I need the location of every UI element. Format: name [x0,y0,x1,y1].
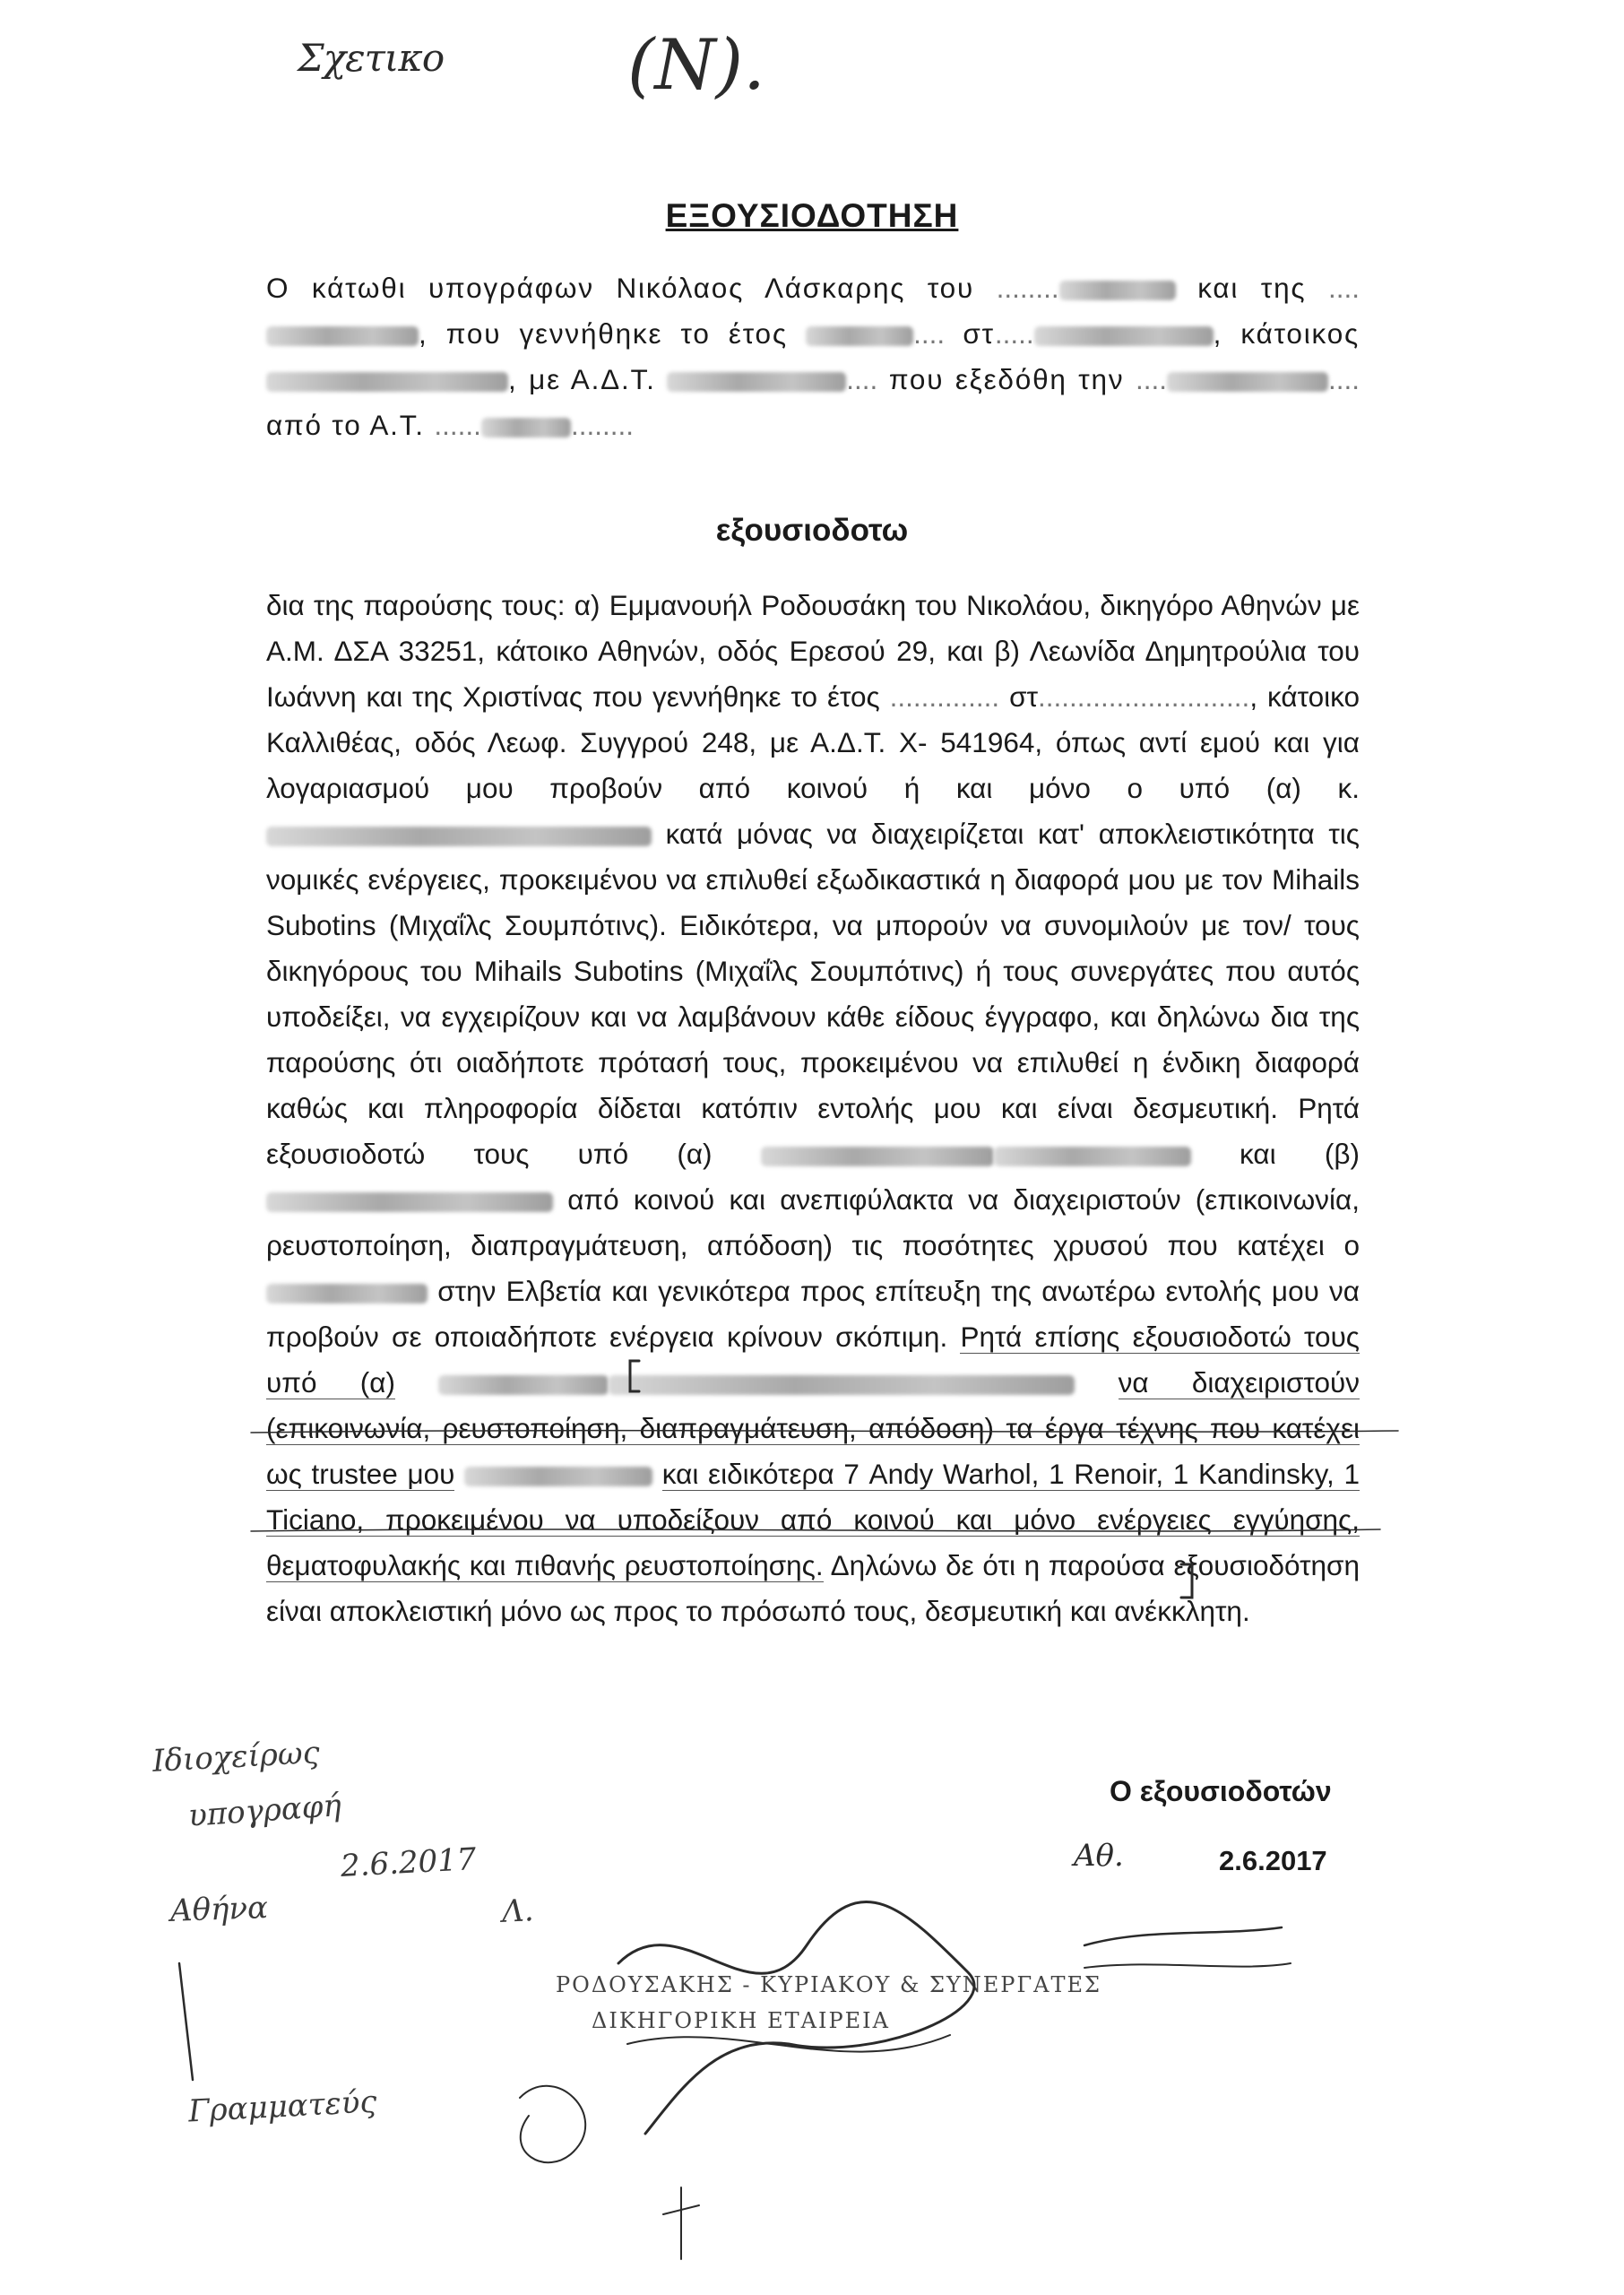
dots: ...... [434,409,481,441]
dots: .... [1327,363,1360,395]
p2-segment-2: στ [1009,680,1039,713]
p2-segment-3: , κάτοικο Καλλιθέας, οδός Λεωφ. Συγγρού 248, με Α.Δ.Τ. Χ- 541964, όπως αντί εμού και για λογαριασμού μου προβούν από κοινού ή και μόνο ο υπό (α) κ. [266,680,1360,804]
p1-line2-b: , που γεννήθηκε το έτος [419,317,788,350]
dots: .... [846,363,878,395]
underline-mark [251,1529,1380,1531]
note-line: υπογραφή [186,1788,343,1834]
p2-segment-8: Ρητά επίσης εξουσιοδοτώ τους υπό (α) [266,1321,1360,1399]
p1-line4-a: Α.Δ.Τ. [570,363,656,395]
p2-segment-11: Δηλώνω δε ότι η παρούσα εξουσιοδότηση είναι αποκλειστική μόνο ως προς το πρόσωπό τους, δεσμευτική και ανέκκλητη. [266,1549,1360,1627]
p2-segment-7: στην Ελβετία και γενικότερα προς επίτευξη της ανωτέρω εντολής μου να προβούν σε οποιαδήποτε ενέργεια κρίνουν σκόπιμη. [266,1275,1360,1353]
p1-line2-a: της [1260,272,1307,304]
signature-scribble [618,1901,974,2134]
p2-segment-6: από κοινού και ανεπιφύλακτα να διαχειριστούν (επικοινωνία, ρευστοποίηση, διαπραγμάτευση, απόδοση) τις ποσότητες χρυσού που κατέχει ο [266,1183,1360,1261]
dots: ........................... [1038,680,1250,713]
p1-line3-a: στ [963,317,995,350]
note-line: 2.6.2017 [340,1841,478,1884]
p2-segment-10: και ειδικότερα 7 Andy Warhol, 1 Renoir, 1 Kandinsky, 1 Ticiano, προκειμένου να υποδείξουν από κοινού και μόνο ενέργειες εγγύησης, θεματοφυλακής και πιθανής ρευστοποίησης. [266,1458,1360,1581]
p2-segment-9: να διαχειριστούν (επικοινωνία, ρευστοποίηση, διαπραγμάτευση, απόδοση) τα έργα τέχνης που κατέχει ως trustee μου [266,1366,1360,1490]
signature-scribble [1084,1927,1282,1945]
p1-line5-a: Α.Τ. [369,409,425,441]
underline-mark [251,1431,1398,1433]
p1-line3-b: , κάτοικος [1213,317,1360,350]
stamp-line-2: ΔΙΚΗΓΟΡΙΚΗ ΕΤΑΙΡΕΙΑ [592,2008,890,2033]
p2-segment-4: κατά μόνας να διαχειρίζεται κατ' αποκλειστικότητα τις νομικές ενέργειες, προκειμένου να επιλυθεί εξωδικαστικά η διαφορά μου με τον Mihails Subotins (Μιχαΐλς Σουμπότινς). Ειδικότερα, να μπορούν να συνομιλούν με τον/ τους δικηγόρους του Mihails Subotins (Μιχαΐλς Σουμπότινς) ή τους συνεργάτες που αυτός υποδείξει, να εγχειρίζουν και να λαμβάνουν κάθε είδους έγγραφο, και δηλώνω δια της παρούσης ότι οιαδήποτε πρότασή τους, προκειμένου να επιλυθεί η ένδικη διαφορά καθώς και πληροφορία δίδεται κατόπιν εντολής μου και είναι δεσμευτική. Ρητά εξουσιοδοτώ τους υπό (α) [266,818,1360,1170]
p1-line4-c: από το [266,409,362,441]
stamp-line-1: ΡΟΔΟΥΣΑΚΗΣ - ΚΥΡΙΑΚΟΥ & ΣΥΝΕΡΓΑΤΕΣ [556,1972,1101,1997]
dots: ..... [994,317,1034,350]
signature-scribble [663,2187,699,2259]
p1-redacted-mother: .... [1327,272,1360,304]
section-heading: εξουσιοδοτω [715,513,909,548]
signature-date: 2.6.2017 [1219,1845,1327,1876]
signature-scribble [179,1963,193,2080]
signature-place: Αθ. [1074,1838,1124,1874]
note-line: Γραμματεύς [187,2083,378,2130]
handwritten-note-top-left: Σχετικο [298,36,445,80]
p2-segment-1: δια της παρούσης τους: α) Εμμανουήλ Ροδουσάκη του Νικολάου, δικηγόρο Αθηνών με Α.Μ. ΔΣΑ 33251, κάτοικο Αθηνών, οδός Ερεσού 29, και β) Λεωνίδα Δημητρούλια του Ιωάννη και της Χριστίνας που γεννήθηκε το έτος [266,589,1360,713]
handwritten-mark-top-center: (Ν). [627,25,765,106]
note-line: Ιδιοχείρως [151,1735,321,1780]
document-title: ΕΞΟΥΣΙΟΔΟΤΗΣΗ [665,197,959,234]
note-line: Λ. [500,1892,535,1930]
p2-segment-5: και (β) [1240,1138,1360,1170]
dots: .............. [889,680,1000,713]
p1-line3-c: , με [508,363,561,395]
dots: .... [1135,363,1167,395]
bracket-mark [630,1361,639,1391]
dots: .... [913,317,946,350]
dots: ........ [570,409,634,441]
signature-scribble [520,2086,585,2162]
bracket-mark [1181,1564,1192,1598]
p1-line1-a: Ο κάτωθι υπογράφων Νικόλαος Λάσκαρης του [266,272,974,304]
p1-line4-b: που εξεδόθη την [888,363,1125,395]
note-line: Αθήνα [169,1890,269,1929]
p1-line1-b: και [1197,272,1240,304]
signatory-role: Ο εξουσιοδοτών [1110,1775,1332,1807]
signature-scribble [1084,1963,1291,1968]
p1-redacted-father: ........ [996,272,1059,304]
